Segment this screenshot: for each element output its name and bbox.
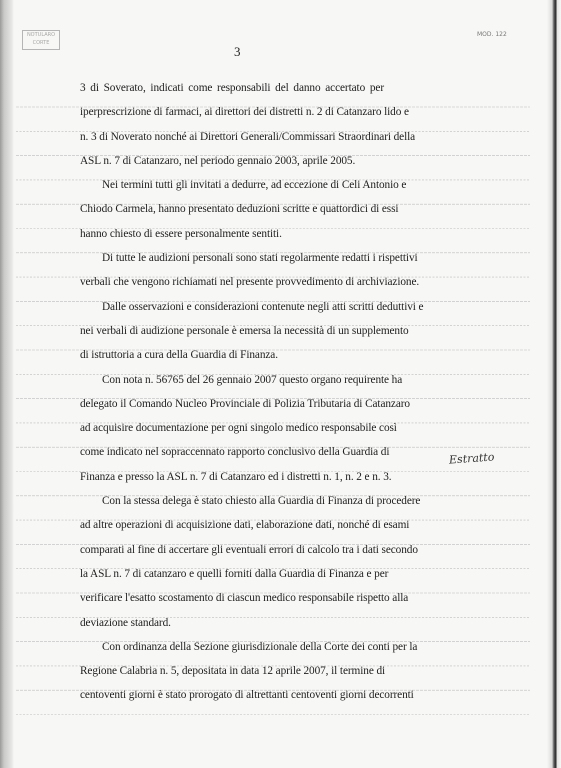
text-line: ad altre operazioni di acquisizione dati, elaborazione dati, nonché di esami: [80, 519, 410, 532]
text-line: Con nota n. 56765 del 26 gennaio 2007 questo organo requirente ha: [102, 373, 403, 386]
text-line: Nei termini tutti gli invitati a dedurre, ad eccezione di Celi Antonio e: [102, 179, 407, 192]
text-line: hanno chiesto di essere personalmente sentiti.: [80, 227, 282, 240]
handwritten-margin-note: Estratto: [448, 450, 495, 467]
text-line: Finanza e presso la ASL n. 7 di Catanzaro ed i distretti n. 1, n. 2 e n. 3.: [80, 470, 392, 483]
text-line: deviazione standard.: [80, 616, 171, 629]
text-line: centoventi giorni è stato prorogato di altrettanti centoventi giorni decorrenti: [80, 689, 414, 702]
text-line: come indicato nel sopraccennato rapporto conclusivo della Guardia di: [80, 446, 390, 459]
page-number: 3: [234, 44, 241, 59]
text-line: comparati al fine di accertare gli eventuali errori di calcolo tra i dati secondo: [80, 543, 418, 556]
text-line: la ASL n. 7 di catanzaro e quelli forniti dalla Guardia di Finanza e per: [80, 567, 389, 580]
text-line: nei verbali di audizione personale è emersa la necessità di un supplemento: [80, 324, 409, 337]
text-line: n. 3 di Noverato nonché ai Direttori Generali/Commissari Straordinari della: [80, 130, 416, 143]
text-line: ASL n. 7 di Catanzaro, nel periodo gennaio 2003, aprile 2005.: [80, 154, 356, 167]
text-line: verbali che vengono richiamati nel presente provvedimento di archiviazione.: [80, 276, 420, 289]
text-line: Dalle osservazioni e considerazioni contenute negli atti scritti deduttivi e: [102, 300, 424, 313]
text-line: Di tutte le audizioni personali sono stati regolarmente redatti i rispettivi: [102, 252, 418, 265]
archive-stamp: [22, 30, 60, 50]
stamp-line: NOTULARO: [26, 32, 56, 38]
text-line: Con la stessa delega è stato chiesto alla Guardia di Finanza di procedere: [102, 495, 421, 508]
text-line: Regione Calabria n. 5, depositata in data 12 aprile 2007, il termine di: [80, 665, 386, 678]
form-code: MOD. 122: [477, 31, 507, 38]
text-line: 3 di Soverato, indicati come responsabili del danno accertato per: [80, 82, 384, 94]
body-text: [80, 79, 424, 711]
text-line: di istruttoria a cura della Guardia di Finanza.: [80, 349, 278, 362]
text-line: ad acquisire documentazione per ogni singolo medico responsabile così: [80, 422, 397, 435]
text-line: iperprescrizione di farmaci, ai direttori dei distretti n. 2 di Catanzaro lido e: [80, 106, 409, 119]
text-line: verificare l'esatto scostamento di ciascun medico responsabile rispetto alla: [80, 592, 409, 605]
text-line: delegato il Comando Nucleo Provinciale di Polizia Tributaria di Catanzaro: [80, 397, 410, 410]
stamp-line: CORTE: [32, 40, 50, 46]
text-line: Con ordinanza della Sezione giurisdizionale della Corte dei conti per la: [102, 640, 418, 653]
text-line: Chiodo Carmela, hanno presentato deduzioni scritte e quattordici di essi: [80, 203, 399, 216]
